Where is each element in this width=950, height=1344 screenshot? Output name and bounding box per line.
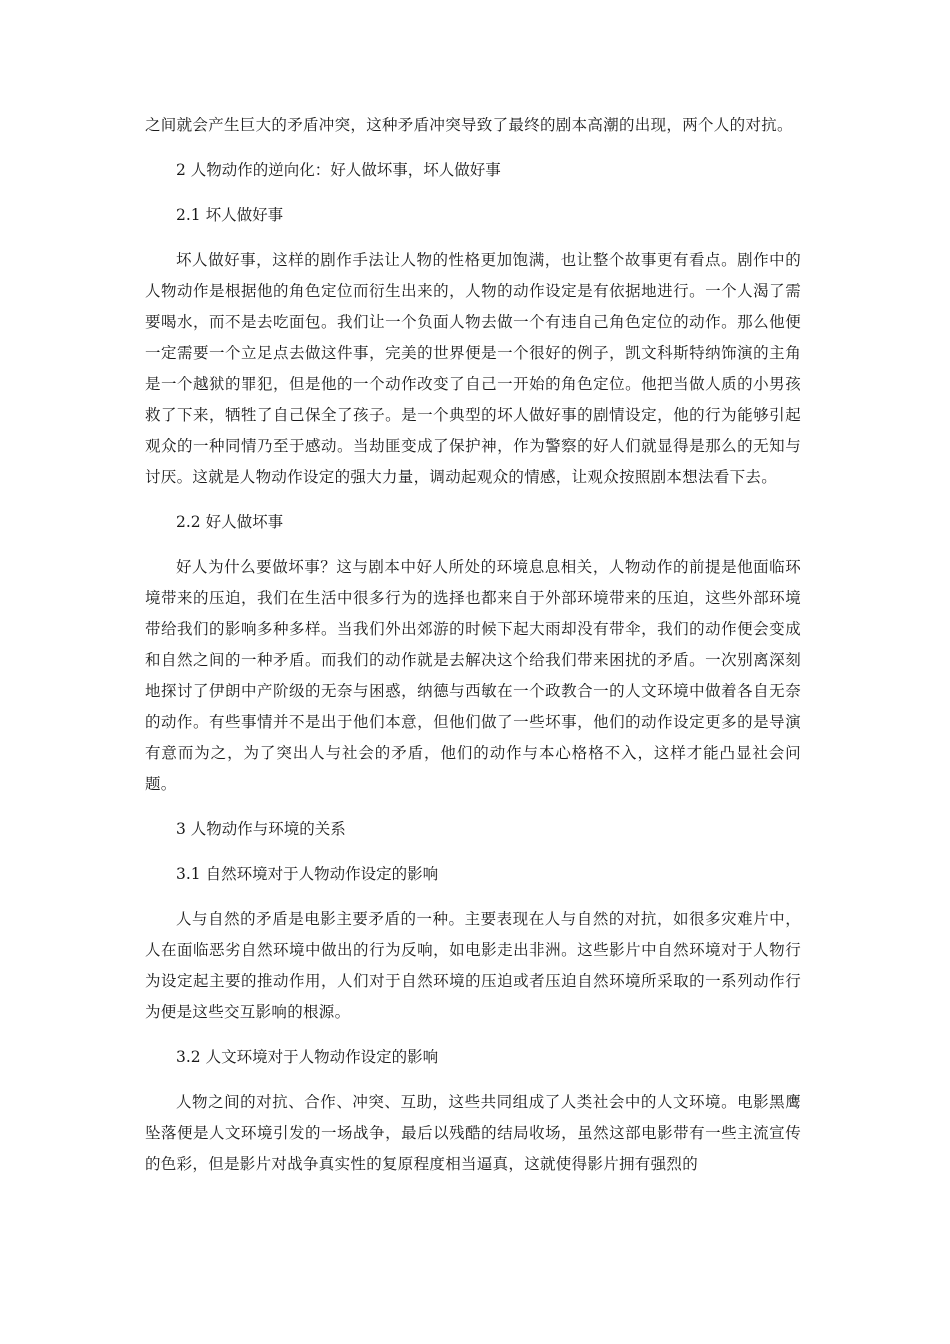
paragraph-good-guy-bad-deed: 好人为什么要做坏事？这与剧本中好人所处的环境息息相关，人物动作的前提是他面临环境带来的压迫，我们在生活中很多行为的选择也都来自于外部环境带来的压迫，这些外部环境带给我们的影响多种多样。当我们外出郊游的时候下起大雨却没有带伞，我们的动作便会变成和自然之间的一种矛盾。而我们的动作就是去解决这个给我们带来困扰的矛盾。一次别离深刻地探讨了伊朗中产阶级的无奈与困惑，纳德与西敏在一个政教合一的人文环境中做着各自无奈的动作。有些事情并不是出于他们本意，但他们做了一些坏事，他们的动作设定更多的是导演有意而为之，为了突出人与社会的矛盾，他们的动作与本心格格不入，这样才能凸显社会问题。	[145, 558, 801, 793]
subsection-heading-3-2: 3.2 人文环境对于人物动作设定的影响	[176, 1048, 439, 1066]
section-heading-3: 3 人物动作与环境的关系	[176, 820, 346, 838]
paragraph-humanistic-environment: 人物之间的对抗、合作、冲突、互助，这些共同组成了人类社会中的人文环境。电影黑鹰坠落便是人文环境引发的一场战争，最后以残酷的结局收场，虽然这部电影带有一些主流宣传的色彩，但是影片对战争真实性的复原程度相当逼真，这就使得影片拥有强烈的	[145, 1093, 801, 1173]
section-heading-2: 2 人物动作的逆向化：好人做坏事，坏人做好事	[176, 161, 501, 179]
paragraph-continued: 之间就会产生巨大的矛盾冲突，这种矛盾冲突导致了最终的剧本高潮的出现，两个人的对抗。	[145, 116, 793, 134]
subsection-heading-3-1: 3.1 自然环境对于人物动作设定的影响	[176, 865, 439, 883]
document-page	[145, 110, 801, 1180]
paragraph-natural-environment: 人与自然的矛盾是电影主要矛盾的一种。主要表现在人与自然的对抗，如很多灾难片中，人在面临恶劣自然环境中做出的行为反响，如电影走出非洲。这些影片中自然环境对于人物行为设定起主要的推动作用，人们对于自然环境的压迫或者压迫自然环境所采取的一系列动作行为便是这些交互影响的根源。	[145, 910, 801, 1021]
subsection-heading-2-1: 2.1 坏人做好事	[176, 206, 284, 224]
subsection-heading-2-2: 2.2 好人做坏事	[176, 513, 284, 531]
paragraph-bad-guy-good-deed: 坏人做好事，这样的剧作手法让人物的性格更加饱满，也让整个故事更有看点。剧作中的人物动作是根据他的角色定位而衍生出来的，人物的动作设定是有依据地进行。一个人渴了需要喝水，而不是去吃面包。我们让一个负面人物去做一个有违自己角色定位的动作。那么他便一定需要一个立足点去做这件事，完美的世界便是一个很好的例子，凯文科斯特纳饰演的主角是一个越狱的罪犯，但是他的一个动作改变了自己一开始的角色定位。他把当做人质的小男孩救了下来，牺牲了自己保全了孩子。是一个典型的坏人做好事的剧情设定，他的行为能够引起观众的一种同情乃至于感动。当劫匪变成了保护神，作为警察的好人们就显得是那么的无知与讨厌。这就是人物动作设定的强大力量，调动起观众的情感，让观众按照剧本想法看下去。	[145, 251, 801, 486]
